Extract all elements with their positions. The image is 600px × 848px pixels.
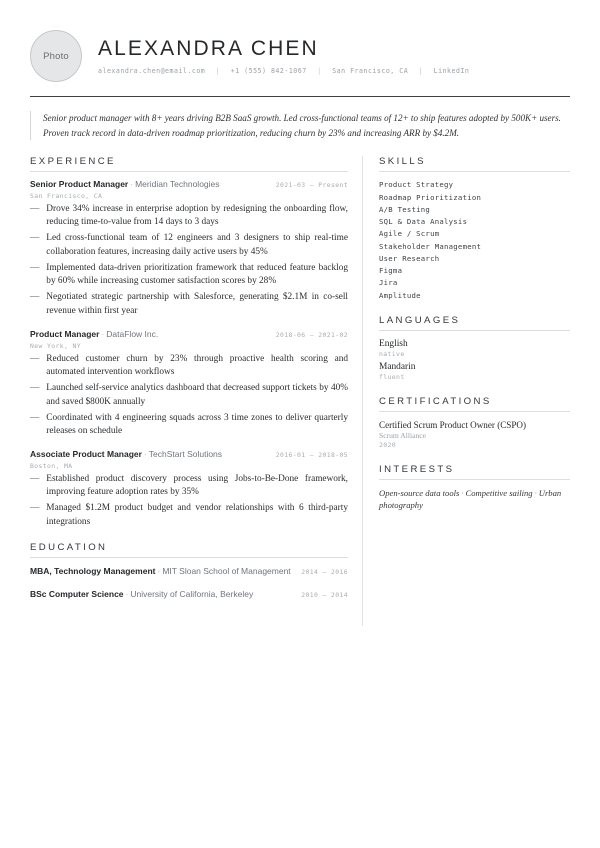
bullet-text: Led cross-functional team of 12 engineers and 3 designers to ship real-time collaboration features, increasing daily active users by 45% — [46, 233, 348, 257]
education-entry-row — [30, 565, 348, 577]
summary-text: Senior product manager with 8+ years driving B2B SaaS growth. Led cross-functional teams of 12+ to ship features adopted by 500K+ users. Proven track record in data-driven roadmap prioritization, reducing churn by 23% and increasing ARR by $4.2M. — [43, 113, 561, 138]
interest-item: Urban photography — [379, 487, 562, 511]
job-bullet — [30, 382, 348, 409]
degree-school-separator: · — [157, 566, 161, 577]
avatar — [30, 30, 82, 82]
education-main — [30, 588, 293, 600]
section-title-interests: INTERESTS — [379, 464, 570, 480]
skill-item: Product Strategy — [379, 180, 454, 190]
education-main — [30, 565, 293, 577]
education-entry — [30, 588, 348, 600]
job-dates: 2018-06 — 2021-02 — [275, 331, 348, 340]
job-bullet — [30, 232, 348, 259]
section-title-certifications: CERTIFICATIONS — [379, 396, 570, 412]
section-title-languages: LANGUAGES — [379, 315, 570, 331]
section-languages — [379, 315, 570, 383]
skill-item: User Research — [379, 253, 440, 263]
resume-body — [30, 156, 570, 626]
title-company-separator: · — [143, 449, 147, 460]
experience-title-wrap — [30, 179, 268, 190]
job-bullet — [30, 412, 348, 439]
section-education — [30, 542, 348, 600]
job-bullet — [30, 473, 348, 500]
contact-location: San Francisco, CA — [332, 67, 409, 76]
experience-entry — [30, 179, 348, 318]
job-title: Product Manager — [30, 329, 100, 340]
job-location: New York, NY — [30, 341, 81, 350]
experience-entry — [30, 329, 348, 438]
experience-entry-header — [30, 449, 348, 460]
title-company-separator: · — [130, 179, 134, 190]
language-level: native — [379, 350, 405, 359]
job-company: TechStart Solutions — [148, 449, 223, 460]
section-experience — [30, 156, 348, 529]
section-title-education: EDUCATION — [30, 542, 348, 558]
sidebar-column — [363, 156, 570, 626]
bullet-marker-icon: — — [30, 262, 40, 273]
contact-line — [98, 67, 570, 75]
bullet-text: Established product discovery process using Jobs-to-Be-Done framework, improving feature adoption rates by 35% — [46, 473, 348, 498]
section-certifications — [379, 396, 570, 451]
bullet-text: Negotiated strategic partnership with Salesforce, generating $2.1M in co-sell revenue within first year — [46, 292, 348, 316]
section-title-skills: SKILLS — [379, 156, 570, 172]
bullet-marker-icon: — — [30, 292, 40, 303]
job-bullet-list — [30, 203, 348, 318]
job-company: Meridian Technologies — [135, 179, 220, 190]
education-list — [30, 565, 348, 600]
job-dates: 2016-01 — 2018-05 — [275, 451, 348, 460]
job-title: Associate Product Manager — [30, 449, 142, 460]
skill-item: Roadmap Prioritization — [379, 192, 482, 202]
job-bullet-list — [30, 353, 348, 439]
job-location: Boston, MA — [30, 461, 73, 470]
bullet-marker-icon: — — [30, 412, 40, 423]
job-company: DataFlow Inc. — [106, 329, 159, 340]
experience-title-wrap — [30, 449, 268, 460]
bullet-marker-icon: — — [30, 473, 40, 484]
certification-name: Certified Scrum Product Owner (CSPO) — [379, 419, 526, 430]
header-text-block — [98, 37, 570, 75]
bullet-text: Reduced customer churn by 23% through proactive health scoring and automated intervention workflows — [46, 353, 348, 378]
education-entry-row — [30, 588, 348, 600]
languages-list — [379, 338, 570, 383]
avatar-placeholder-label: Photo — [43, 50, 69, 62]
resume-header — [30, 30, 570, 97]
contact-phone[interactable]: +1 (555) 842-1067 — [230, 67, 307, 76]
contact-email[interactable]: alexandra.chen@email.com — [98, 67, 206, 76]
interest-item: Competitive sailing — [465, 487, 533, 498]
bullet-marker-icon: — — [30, 503, 40, 514]
job-title: Senior Product Manager — [30, 179, 129, 190]
section-title-experience: EXPERIENCE — [30, 156, 348, 172]
experience-entry-header — [30, 329, 348, 340]
certifications-list — [379, 419, 570, 451]
experience-title-wrap — [30, 329, 268, 340]
certification-year: 2020 — [379, 441, 397, 450]
skill-item: A/B Testing — [379, 204, 431, 214]
certification-item — [379, 419, 570, 451]
job-bullet — [30, 291, 348, 318]
job-bullet — [30, 502, 348, 529]
bullet-marker-icon: — — [30, 233, 40, 244]
degree-school-separator: · — [125, 588, 129, 599]
interest-separator: · — [534, 487, 537, 498]
main-column — [30, 156, 362, 626]
job-bullet — [30, 262, 348, 289]
summary-block — [30, 111, 570, 140]
education-degree: MBA, Technology Management — [30, 566, 156, 577]
contact-separator: | — [317, 67, 322, 76]
contact-linkedin-link[interactable]: LinkedIn — [433, 67, 470, 76]
skill-item: Jira — [379, 278, 398, 288]
education-school: University of California, Berkeley — [130, 588, 254, 599]
language-level: fluent — [379, 373, 405, 382]
language-name: English — [379, 338, 408, 349]
language-item — [379, 361, 570, 382]
experience-entry — [30, 449, 348, 529]
education-school: MIT Sloan School of Management — [162, 566, 291, 577]
job-bullet — [30, 203, 348, 230]
bullet-marker-icon: — — [30, 203, 40, 214]
education-dates: 2014 — 2016 — [301, 568, 348, 577]
bullet-marker-icon: — — [30, 353, 40, 364]
section-interests — [379, 464, 570, 513]
skill-item: Amplitude — [379, 290, 421, 300]
bullet-text: Launched self-service analytics dashboard that decreased support tickets by 40% and saved $800K annually — [46, 383, 348, 407]
contact-separator: | — [215, 67, 221, 76]
skill-item: Stakeholder Management — [379, 241, 482, 251]
education-degree: BSc Computer Science — [30, 588, 124, 599]
bullet-text: Coordinated with 4 engineering squads across 3 time zones to deliver quarterly releases on schedule — [46, 412, 348, 436]
experience-entry-header — [30, 179, 348, 190]
interest-item: Open-source data tools — [379, 487, 460, 498]
skills-list — [379, 179, 570, 302]
education-entry — [30, 565, 348, 577]
bullet-text: Drove 34% increase in enterprise adoption by redesigning the onboarding flow, reducing time-to-value from 14 days to 3 days — [46, 203, 348, 228]
job-bullet — [30, 353, 348, 380]
skill-item: Figma — [379, 266, 403, 276]
language-name: Mandarin — [379, 362, 416, 373]
experience-list — [30, 179, 348, 529]
language-item — [379, 338, 570, 359]
job-dates: 2021-03 — Present — [275, 181, 348, 190]
skill-item: SQL & Data Analysis — [379, 217, 468, 227]
interests-text — [379, 487, 570, 513]
contact-separator: | — [418, 67, 424, 76]
bullet-text: Managed $1.2M product budget and vendor relationships with 6 third-party integrations — [46, 503, 348, 527]
section-skills — [379, 156, 570, 302]
job-location: San Francisco, CA — [30, 191, 103, 200]
certification-issuer: Scrum Alliance — [379, 430, 427, 440]
job-bullet-list — [30, 473, 348, 529]
title-company-separator: · — [101, 329, 105, 340]
bullet-marker-icon: — — [30, 383, 40, 394]
skill-item: Agile / Scrum — [379, 229, 440, 239]
education-dates: 2010 — 2014 — [301, 590, 348, 599]
bullet-text: Implemented data-driven prioritization framework that reduced feature backlog by 60% while increasing customer satisfaction scores by 28% — [46, 262, 348, 287]
page-title: ALEXANDRA CHEN — [98, 36, 319, 60]
interest-separator: · — [461, 487, 464, 498]
